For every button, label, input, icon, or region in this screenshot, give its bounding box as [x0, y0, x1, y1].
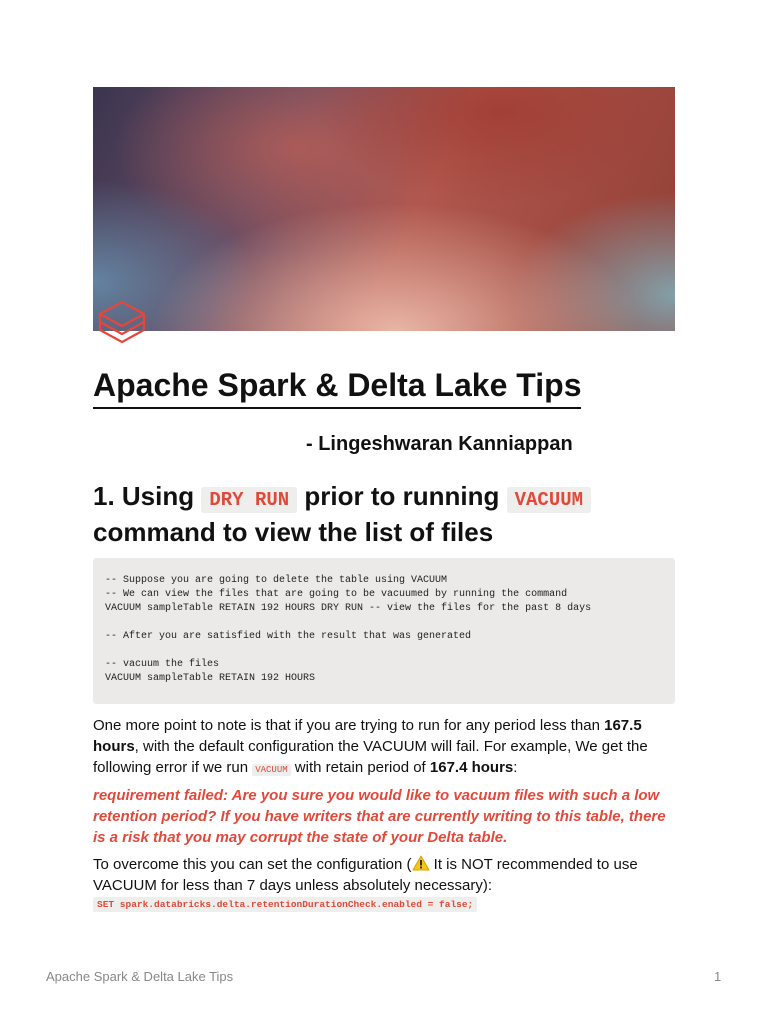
config-code: SET spark.databricks.delta.retentionDurationCheck.enabled = false; — [93, 897, 477, 912]
error-message: requirement failed: Are you sure you would like to vacuum files with such a low retention period? If you have writers that are currently writing to this table, there is a risk that you may corrupt the state of your Delta table. — [93, 787, 666, 846]
paragraph-retention-note — [93, 715, 675, 781]
code-line — [105, 644, 663, 658]
code-line: -- We can view the files that are going to be vacuumed by running the command — [105, 589, 568, 600]
code-line: -- After you are satisfied with the result that was generated — [105, 631, 472, 642]
heading-text: prior to running — [297, 481, 507, 511]
bold-text: 167.5 hours — [93, 717, 642, 755]
databricks-logo-icon — [96, 298, 148, 350]
code-line: -- Suppose you are going to delete the table using VACUUM — [105, 575, 448, 586]
inline-code-vacuum: VACUUM — [507, 487, 591, 513]
code-line: VACUUM sampleTable RETAIN 192 HOURS DRY RUN -- view the files for the past 8 days — [105, 603, 592, 614]
inline-code-vacuum: VACUUM — [252, 764, 290, 776]
paragraph-overcome — [93, 854, 675, 896]
text: with retain period of — [290, 759, 430, 776]
bold-text: 167.4 hours — [429, 759, 514, 776]
cover-image — [93, 87, 675, 331]
code-line: -- vacuum the files — [105, 659, 220, 670]
document-title: Apache Spark & Delta Lake Tips — [93, 363, 581, 409]
code-line — [105, 616, 663, 630]
text: It is NOT recommended to use VACUUM for less than 7 days unless absolutely necessary): — [93, 856, 638, 894]
text: , with the default configuration the VACUUM will fail. For example, We get the following error if we run — [93, 738, 648, 776]
section-heading — [93, 480, 693, 548]
heading-text: 1. Using — [93, 481, 202, 511]
footer-title: Apache Spark & Delta Lake Tips — [46, 969, 234, 984]
code-line: VACUUM sampleTable RETAIN 192 HOURS — [105, 673, 316, 684]
inline-code-dry-run: DRY RUN — [201, 487, 297, 513]
text: : — [513, 759, 518, 776]
text: To overcome this you can set the configuration ( — [93, 856, 412, 873]
text: One more point to note is that if you are trying to run for any period less than — [93, 717, 605, 734]
heading-text: command to view the list of files — [93, 517, 494, 547]
code-block — [93, 558, 675, 704]
page-number: 1 — [714, 969, 722, 984]
warning-icon — [412, 855, 430, 871]
author-line: - Lingeshwaran Kanniappan — [306, 433, 573, 455]
